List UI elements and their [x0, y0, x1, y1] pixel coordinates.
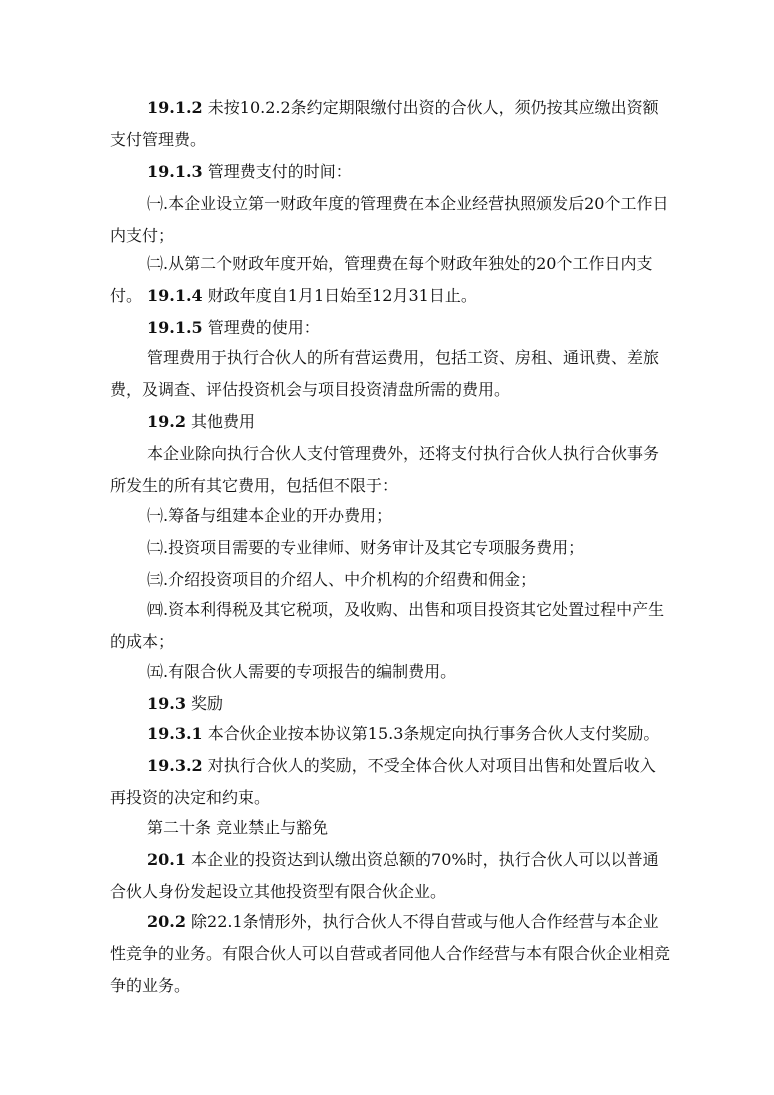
clause-19-1-4: 19.1.4 财政年度自1月1日始至12月31日止。 [147, 286, 477, 305]
list-item-4: ㈣.资本利得税及其它税项，及收购、出售和项目投资其它处置过程中产生的成本； [110, 600, 665, 651]
clause-19-1-3: 19.1.3 管理费支付的时间： [147, 162, 352, 181]
list-item-1: ㈠.本企业设立第一财政年度的管理费在本企业经营执照颁发后20个工作日内支付； [110, 194, 669, 245]
clause-19-3-2: 19.3.2 对执行合伙人的奖励，不受全体合伙人对项目出售和处置后收入再投资的决定和约束。 [110, 756, 656, 807]
list-item-2: ㈡.投资项目需要的专业律师、财务审计及其它专项服务费用； [147, 538, 585, 557]
clause-19-1-2: 19.1.2 未按10.2.2条约定期限缴付出资的合伙人，须仍按其应缴出资额支付管理费。 [110, 98, 659, 149]
clause-19-1-5: 19.1.5 管理费的使用： [147, 318, 320, 337]
list-item-1: ㈠.筹备与组建本企业的开办费用； [147, 506, 393, 525]
management-fee-usage: 管理费用于执行合伙人的所有营运费用，包括工资、房租、通讯费、差旅费，及调查、评估投资机会与项目投资清盘所需的费用。 [110, 348, 660, 399]
list-item-2: ㈡.从第二个财政年度开始，管理费在每个财政年独处的20个工作日内支付。 [110, 254, 653, 305]
article-20-heading: 第二十条 竞业禁止与豁免 [147, 818, 329, 837]
list-item-3: ㈢.介绍投资项目的介绍人、中介机构的介绍费和佣金； [147, 570, 537, 589]
other-expenses-intro: 本企业除向执行合伙人支付管理费外，还将支付执行合伙人执行合伙事务所发生的所有其它费用，包括但不限于： [110, 444, 660, 495]
clause-20-1: 20.1 本企业的投资达到认缴出资总额的70%时，执行合伙人可以以普通合伙人身份发起设立其他投资型有限合伙企业。 [110, 850, 659, 901]
clause-19-3-1: 19.3.1 本合伙企业按本协议第15.3条规定向执行事务合伙人支付奖励。 [147, 724, 660, 743]
list-item-5: ㈤.有限合伙人需要的专项报告的编制费用。 [147, 662, 457, 681]
clause-19-3: 19.3 奖励 [147, 694, 224, 713]
clause-20-2: 20.2 除22.1条情形外，执行合伙人不得自营或与他人合作经营与本企业性竞争的业务。有限合伙人可以自营或者同他人合作经营与本有限合伙企业相竞争的业务。 [110, 912, 671, 995]
clause-19-2: 19.2 其他费用 [147, 412, 256, 431]
